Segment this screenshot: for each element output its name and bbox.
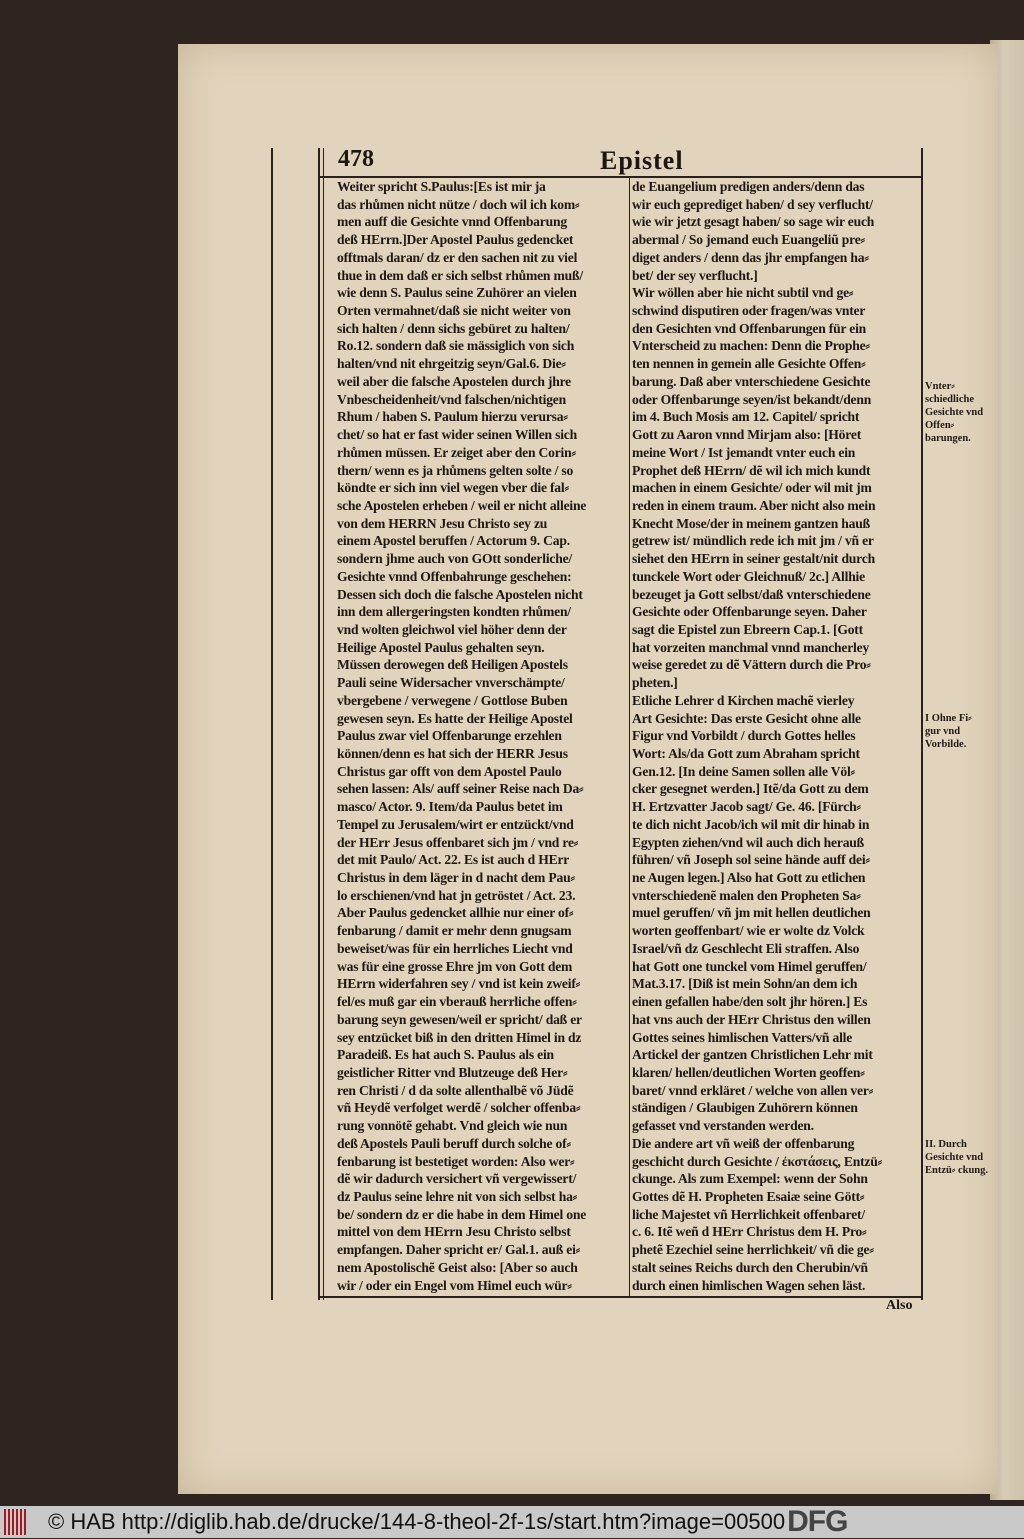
text-line: liche Majestet vñ Herrlichkeit offenbaret/ [632, 1206, 865, 1222]
text-line: Knecht Mose/der in meinem gantzen hauß [632, 515, 870, 531]
margin-note: Vnter⸗ schiedliche Gesichte vnd Offen⸗ barungen. [925, 381, 984, 444]
text-line: halten/vnd nit ehrgeitzig seyn/Gal.6. Die⸗ [337, 356, 566, 372]
text-line: bezeuget ja Gott selbst/daß vnterschiedene [632, 586, 871, 602]
text-line: Egypten ziehen/vnd wil auch dich herauß [632, 834, 865, 850]
text-line: bet/ der sey verflucht.] [632, 267, 758, 283]
text-line: inn dem allergeringsten kondten rhůmen/ [337, 604, 571, 620]
text-line: das rhůmen nicht nütze / doch wil ich kom⸗ [337, 196, 580, 212]
text-line: dẽ wir dadurch versichert vñ vergewissert/ [337, 1171, 577, 1187]
text-box-left-rule [318, 148, 320, 1300]
text-line: vnd wolten gleichwol viel höher denn der [337, 621, 567, 637]
text-line: ständigen / Glaubigen Zuhörern können [632, 1100, 858, 1116]
text-line: worten geoffenbart/ wie er wolte dz Volck [632, 923, 865, 939]
text-line: geistlicher Ritter vnd Blutzeuge deß Her⸗ [337, 1064, 568, 1080]
text-line: den Gesichten vnd Offenbarungen für ein [632, 320, 867, 336]
text-line: Müssen derowegen deß Heiligen Apostels [337, 657, 568, 673]
text-line: rung vonnötẽ gehabt. Vnd gleich wie nun [337, 1118, 568, 1134]
column-divider [629, 178, 630, 1296]
text-line: ckunge. Als zum Exempel: wenn der Sohn [632, 1171, 868, 1187]
text-box-left-rule-inner [323, 148, 324, 1300]
text-line: gefasset vnd verstanden werden. [632, 1118, 814, 1134]
text-box-bottom-rule [318, 1296, 923, 1298]
text-line: sich halten / denn sichs gebüret zu halten/ [337, 320, 570, 336]
text-line: Aber Paulus gedencket allhie nur einer of⸗ [337, 905, 574, 921]
outer-margin-rule [271, 148, 273, 1300]
text-line: hat vorzeiten manchmal vnnd mancherley [632, 639, 870, 655]
text-line: machen in einem Gesichte/ oder wil mit jm [632, 480, 872, 496]
text-line: Prophet deß HErrn/ dẽ wil ich mich kundt [632, 462, 871, 478]
text-line: gewesen seyn. Es hatte der Heilige Apostel [337, 710, 573, 726]
text-line: der HErr Jesus offenbaret sich jm / vnd re⸗ [337, 834, 579, 850]
text-line: sehen lassen: Als/ auff seiner Reise nach Da⸗ [337, 781, 584, 797]
text-line: können/denn es hat sich der HERR Jesus [337, 746, 568, 761]
text-line: sche Apostelen erheben / weil er nicht alleine [337, 497, 587, 513]
text-line: Etliche Lehrer d Kirchen machẽ vierley [632, 692, 855, 708]
text-line: cker gesegnet werden.] Itẽ/da Gott zu dem [632, 781, 869, 797]
text-line: thern/ wenn es ja rhůmens gelten solte / so [337, 462, 574, 478]
right-column [632, 178, 924, 1294]
text-line: dz Paulus seine lehre nit von sich selbst ha⸗ [337, 1188, 577, 1204]
text-line: lo erschienen/vnd hat jn getröstet / Act. 23. [337, 887, 576, 903]
text-line: nem Apostolischẽ Geist also: [Aber so auch [337, 1259, 578, 1275]
text-line: wie denn S. Paulus seine Zuhörer an vielen [337, 285, 577, 301]
text-line: Gesichte vnnd Offenbahrunge geschehen: [337, 568, 572, 584]
hab-logo-icon [4, 1509, 28, 1535]
text-line: fel/es muß gar ein vberauß herrliche offen⸗ [337, 994, 577, 1010]
text-line: sondern jhme auch von GOtt sonderliche/ [337, 551, 573, 567]
text-line: te dich nicht Jacob/ich wil mit dir hinab in [632, 816, 870, 832]
text-line: Christus gar offt von dem Apostel Paulo [337, 763, 562, 779]
text-line: tunckele Wort oder Gleichnuß/ 2c.] Allhie [632, 568, 865, 584]
text-line: im 4. Buch Mosis am 12. Capitel/ spricht [632, 409, 860, 425]
running-title: Epistel [600, 146, 684, 175]
text-line: wir euch geprediget haben/ d sey verflucht/ [632, 196, 873, 212]
text-line: führen/ vñ Joseph sol seine hände auff dei⸗ [632, 852, 870, 868]
text-line: reden in einem traum. Aber nicht also mein [632, 497, 876, 513]
text-line: mittel von dem HErrn Jesu Christo selbst [337, 1224, 571, 1240]
text-line: empfangen. Daher spricht er/ Gal.1. auß ei⸗ [337, 1242, 580, 1258]
text-line: ne Augen legen.] Also hat Gott zu etlichen [632, 870, 866, 886]
text-line: Mat.3.17. [Diß ist mein Sohn/an dem ich [632, 976, 858, 992]
text-line: chet/ so hat er fast wider seinen Willen sich [337, 427, 577, 443]
catchword: Also [886, 1298, 913, 1313]
text-line: Paradeiß. Es hat auch S. Paulus als ein [337, 1047, 554, 1063]
copyright-footer [0, 1506, 1024, 1538]
text-line: Figur vnd Vorbildt / durch Gottes helles [632, 728, 856, 744]
text-line: fenbarung ist bestetiget worden: Also wer⸗ [337, 1153, 575, 1169]
text-line: Die andere art vñ weiß der offenbarung [632, 1135, 855, 1151]
text-line: offtmals daran/ dz er den sachen nit zu viel [337, 249, 578, 265]
text-line: durch einen himlischen Wagen sehen läst. [632, 1277, 866, 1293]
text-line: einen gefallen habe/den solt jhr hören.] Es [632, 994, 868, 1010]
text-line: ten nennen in gemein alle Gesichte Offen⸗ [632, 356, 866, 372]
text-line: was für eine grosse Ehre jm von Gott dem [337, 958, 573, 974]
text-line: Orten vermahnet/daß sie nicht weiter von [337, 303, 571, 319]
text-line: Gesichte oder Offenbarunge seyen. Daher [632, 604, 867, 620]
text-line: H. Ertzvatter Jacob sagt/ Ge. 46. [Fürch⸗ [632, 799, 861, 815]
text-line: Ro.12. sondern daß sie mässiglich von sich [337, 338, 575, 354]
text-line: Pauli seine Widersacher vnverschämpte/ [337, 675, 565, 691]
text-line: Vnterscheid zu machen: Denn die Prophe⸗ [632, 338, 870, 354]
text-line: deß Apostels Pauli beruff durch solche of⸗ [337, 1135, 571, 1151]
text-line: meine Wort / Ist jemandt vnter euch ein [632, 444, 856, 460]
text-line: geschicht durch Gesichte / ἐκστάσεις, Entzü⸗ [632, 1153, 882, 1169]
text-line: köndte er sich inn viel wegen vber die fal⸗ [337, 480, 569, 496]
text-line: oder Offenbarunge seyen/ist bekandt/denn [632, 391, 872, 407]
text-line: sagt die Epistel zun Ebreern Cap.1. [Gott [632, 621, 863, 637]
text-line: getrew ist/ mündlich rede ich mit jm / vñ er [632, 533, 874, 549]
text-line: Vnbescheidenheit/vnd falschen/nichtigen [337, 391, 566, 407]
text-line: Tempel zu Jerusalem/wirt er entzückt/vnd [337, 816, 574, 832]
text-line: schwind disputiren oder fragen/was vnter [632, 303, 866, 319]
text-line: vñ Heydẽ verfolget werdẽ / solcher offenba⸗ [337, 1100, 581, 1116]
text-line: be/ sondern dz er die habe in dem Himel one [337, 1206, 587, 1222]
text-line: masco/ Actor. 9. Item/da Paulus betet im [337, 799, 563, 815]
text-line: Gen.12. [In deine Samen sollen alle Völ⸗ [632, 763, 855, 779]
text-line: muel geruffen/ vñ jm mit hellen deutlichen [632, 905, 871, 921]
text-line: Gott zu Aaron vnnd Mirjam also: [Höret [632, 427, 862, 443]
text-line: weise geredet zu dẽ Vättern durch die Pro⸗ [632, 657, 871, 673]
text-line: Weiter spricht S.Paulus:[Es ist mir ja [337, 179, 546, 194]
text-line: Wort: Als/da Gott zum Abraham spricht [632, 746, 860, 761]
dfg-logo: DFG [787, 1505, 848, 1538]
text-line: vbergebene / verwegene / Gottlose Buben [337, 692, 568, 708]
margin-note: II. Durch Gesichte vnd Entzü⸗ ckung. [925, 1139, 989, 1176]
text-line: einem Apostel beruffen / Actorum 9. Cap. [337, 533, 570, 549]
text-line: abermal / So jemand euch Euangeliũ pre⸗ [632, 232, 865, 248]
text-line: fenbarung / damit er mehr denn gnugsam [337, 923, 572, 939]
text-line: weil aber die falsche Apostelen durch jhre [337, 373, 572, 389]
text-line: siehet den HErrn in seiner gestalt/nit durch [632, 551, 875, 567]
text-line: barung seyn gewesen/weil er spricht/ daß er [337, 1011, 582, 1027]
page-number: 478 [338, 146, 374, 172]
text-line: hat vns auch der HErr Christus den willen [632, 1011, 871, 1027]
text-line: rhůmen müssen. Er zeiget aber den Corin⸗ [337, 444, 576, 460]
text-line: thue in dem daß er sich selbst rhůmen muß/ [337, 267, 583, 283]
text-line: Dessen sich doch die falsche Apostelen nicht [337, 586, 583, 602]
text-line: Gottes seines himlischen Vatters/vñ alle [632, 1029, 853, 1045]
text-line: Rhum / haben S. Paulum hierzu verursa⸗ [337, 409, 568, 425]
text-line: klaren/ hellen/deutlichen Worten geoffen⸗ [632, 1064, 865, 1080]
text-line: Christus in dem läger in d nacht dem Pau⸗ [337, 870, 575, 886]
text-line: c. 6. Itẽ weñ d HErr Christus dem H. Pro⸗ [632, 1224, 867, 1240]
margin-note: I Ohne Fi⸗ gur vnd Vorbilde. [925, 713, 972, 750]
text-line: Heilige Apostel Paulus gehalten seyn. [337, 639, 545, 655]
text-line: beweiset/was für ein herrliches Liecht vnd [337, 940, 573, 956]
text-line: pheten.] [632, 675, 678, 691]
text-line: vnterschiedenẽ malen den Propheten Sa⸗ [632, 887, 861, 903]
text-line: phetẽ Ezechiel seine herrlichkeit/ vñ die ge⸗ [632, 1242, 874, 1258]
text-line: Paulus zwar viel Offenbarunge erzehlen [337, 728, 562, 744]
text-line: baret/ vnnd erkläret / welche von allen ver⸗ [632, 1082, 874, 1098]
text-line: deß HErrn.]Der Apostel Paulus gedencket [337, 232, 574, 248]
text-line: men auff die Gesichte vnnd Offenbarung [337, 214, 567, 230]
text-line: stalt seines Reichs durch den Cherubin/vñ [632, 1259, 868, 1275]
text-line: diget anders / denn das jhr empfangen ha⸗ [632, 249, 869, 265]
text-line: barung. Daß aber vnterschiedene Gesichte [632, 373, 871, 389]
text-line: hat Gott one tunckel vom Himel geruffen/ [632, 958, 867, 974]
text-line: HErrn widerfahren sey / vnd ist kein zweif⸗ [337, 976, 580, 992]
text-line: Gottes dẽ H. Propheten Esaiæ seine Gött⸗ [632, 1188, 865, 1204]
text-line: de Euangelium predigen anders/denn das [632, 179, 865, 194]
text-line: Artickel der gantzen Christlichen Lehr mit [632, 1047, 873, 1063]
footer-link[interactable]: © HAB http://diglib.hab.de/drucke/144-8-theol-2f-1s/start.htm?image=00500 [48, 1509, 786, 1534]
left-column [337, 178, 629, 1294]
text-line: sey entzücket biß in den dritten Himel in dz [337, 1029, 582, 1045]
text-line: wir / oder ein Engel vom Himel euch wür⸗ [337, 1277, 572, 1293]
text-line: ren Christi / d da solte allenthalbẽ võ Jüdẽ [337, 1082, 574, 1098]
text-line: Art Gesichte: Das erste Gesicht ohne alle [632, 710, 861, 726]
text-line: Israel/vñ dz Geschlecht Eli straffen. Also [632, 940, 860, 956]
text-line: det mit Paulo/ Act. 22. Es ist auch d HErr [337, 852, 570, 868]
text-line: wie wir jetzt gesagt haben/ so sage wir euch [632, 214, 875, 230]
text-line: Wir wöllen aber hie nicht subtil vnd ge⸗ [632, 285, 854, 301]
text-line: von dem HERRN Jesu Christo sey zu [337, 515, 548, 531]
